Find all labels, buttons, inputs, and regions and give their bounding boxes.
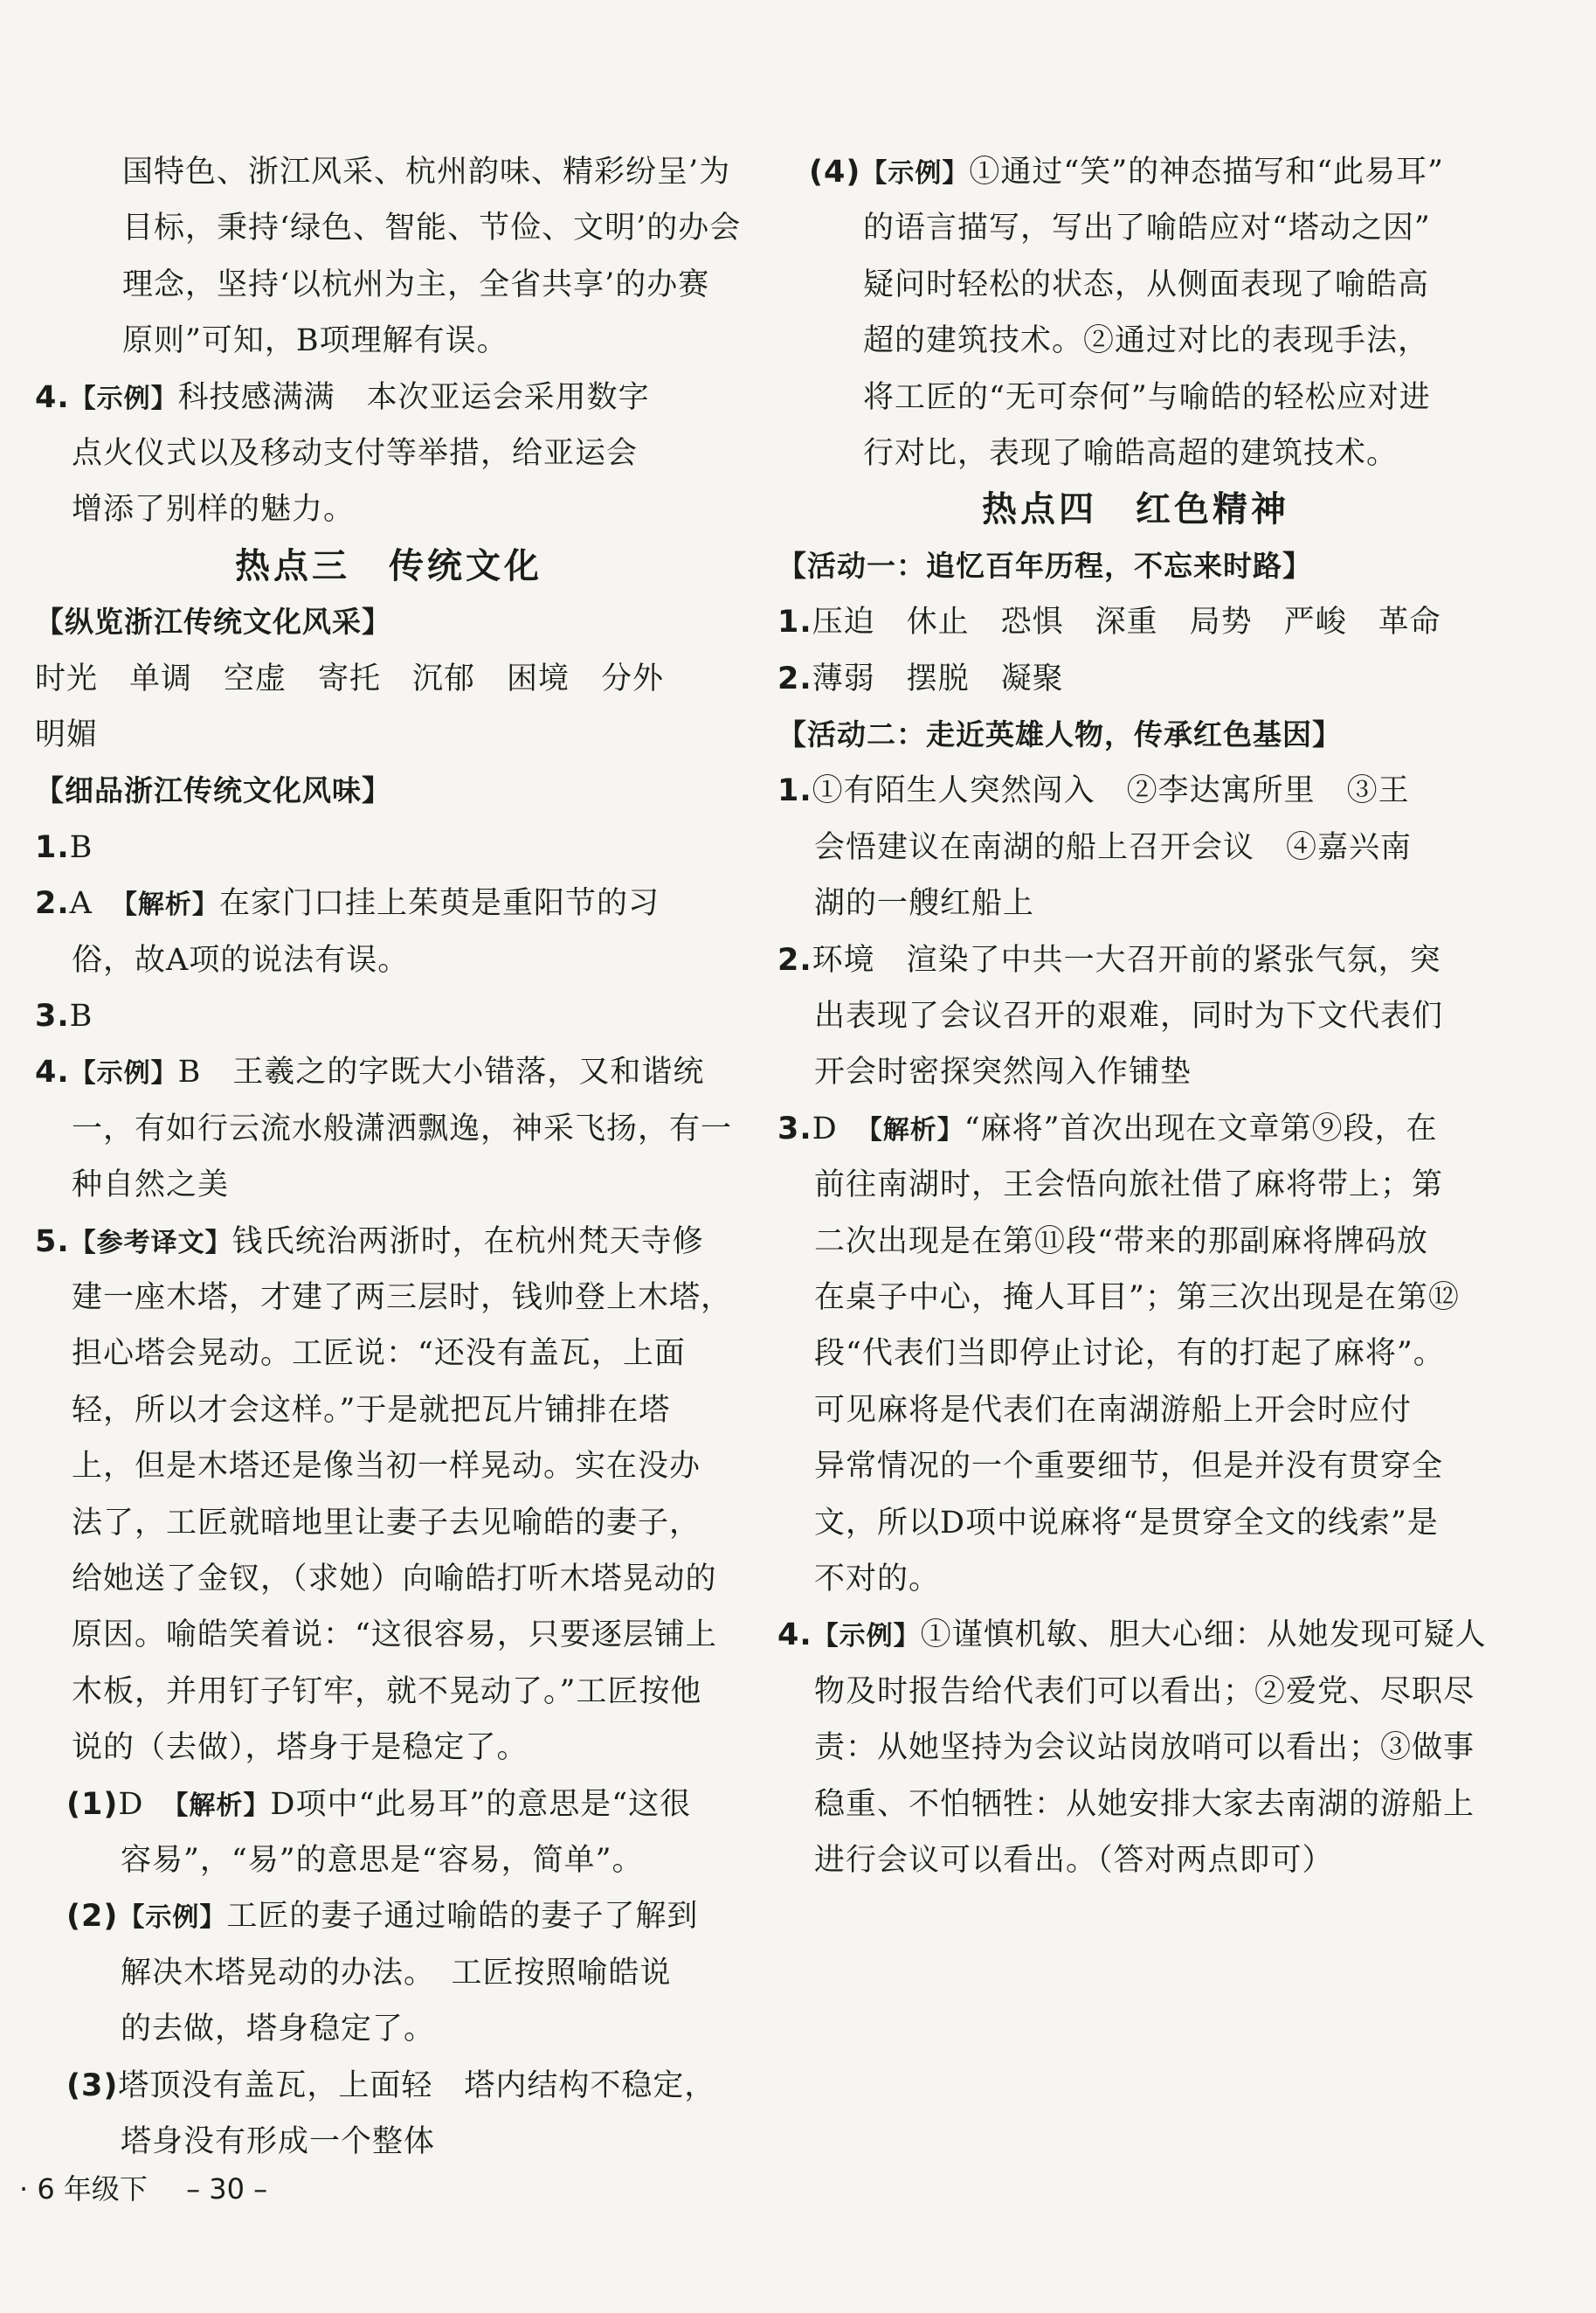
line-text: 木板，并用钉子钉牢，就不晃动了。”工匠按他 [72,1673,702,1709]
text-line [777,820,1494,876]
text-line [35,1270,743,1326]
text-line [777,651,1494,707]
text-line [35,2058,743,2114]
text-line [35,1214,743,1270]
text-line [35,932,743,988]
text-line [777,1270,1494,1326]
line-text: 塔顶没有盖瓦，上面轻 塔内结构不稳定， [118,2067,716,2103]
text-line [35,313,743,369]
text-line [777,1495,1494,1551]
answer-tag: 【解析】 [175,1790,271,1821]
text-line [777,1832,1494,1888]
question-number: 2. [35,886,70,922]
text-line [35,1495,743,1551]
text-line [777,313,1494,369]
text-line [35,651,743,707]
line-text: ①有陌生人突然闯入 ②李达寓所里 ③王 [812,773,1410,809]
text-line [35,1101,743,1157]
text-line [777,1720,1494,1776]
line-text: B [69,829,93,865]
line-text: 明媚 [35,717,99,752]
text-line [777,1326,1494,1382]
sub-question-number: (2) [66,1899,119,1935]
line-text: 说的（去做），塔身于是稳定了。 [72,1730,529,1766]
line-text: 物及时报告给代表们可以看出；②爱党、尽职尽 [814,1673,1475,1709]
sub-question-number: (3) [66,2067,119,2103]
answer-tag: 【示例】 [69,383,178,414]
text-line [777,200,1494,256]
line-text: 出表现了会议召开的艰难，同时为下文代表们 [814,999,1444,1034]
line-text: 薄弱 摆脱 凝聚 [812,661,1064,696]
text-line [35,1945,743,2001]
subsection-heading: 【活动二：走近英雄人物，传承红色基因】 [777,717,1342,751]
question-number: 4. [777,1617,812,1653]
line-text: 开会时密探突然闯入作铺垫 [814,1055,1192,1091]
line-text: 担心塔会晃动。工匠说：“还没有盖瓦，上面 [72,1336,686,1372]
section-heading: 热点四 红色精神 [982,489,1289,530]
line-text: 超的建筑技术。②通过对比的表现手法， [863,323,1430,359]
line-text: D [812,1111,869,1146]
text-line [35,988,743,1044]
subsection-heading: 【细品浙江传统文化风味】 [35,773,391,808]
text-line [35,481,743,537]
line-text: 在桌子中心，掩人耳目”；第三次出现是在第⑫ [814,1280,1460,1315]
text-line [777,988,1494,1044]
line-text: 科技感满满 本次亚运会采用数字 [177,379,650,415]
question-number: 1. [35,829,70,865]
grade-label: · 6 年级下 [19,2172,148,2206]
text-line [35,257,743,313]
text-line [35,144,743,200]
line-text: D项中“此易耳”的意思是“这很 [270,1786,692,1822]
line-text: 湖的一艘红船上 [814,886,1035,922]
line-text: 给她送了金钗，（求她）向喻皓打听木塔晃动的 [72,1562,717,1596]
sub-question-number: (1) [66,1786,119,1822]
text-line [35,2114,743,2170]
line-text: 国特色、浙江风采、杭州韵味、精彩纷呈’为 [122,155,731,190]
text-line [35,1607,743,1663]
answer-tag: 【示例】 [860,158,970,189]
text-line [777,1776,1494,1832]
line-text: 的语言描写，写出了喻皓应对“塔动之因” [863,211,1431,246]
text-line [777,144,1494,200]
answer-tag: 【示例】 [69,1058,178,1090]
subsection-heading: 【活动一：追忆百年历程，不忘来时路】 [777,548,1312,583]
line-text: 理念，坚持‘以杭州为主，全省共享’的办赛 [122,267,710,302]
text-line [777,370,1494,426]
line-text: 一，有如行云流水般潇洒飘逸，神采飞扬，有一 [72,1111,733,1146]
line-text: 前往南湖时，王会悟向旅社借了麻将带上；第 [814,1167,1444,1203]
line-text: 工匠的妻子通过喻皓的妻子了解到 [226,1899,699,1935]
line-text: 段“代表们当即停止讨论，有的打起了麻将”。 [814,1336,1445,1372]
line-text: 点火仪式以及移动支付等举措，给亚运会 [72,436,639,471]
line-text: 原则”可知，B项理解有误。 [122,323,508,359]
line-text: 解决木塔晃动的办法。 工匠按照喻皓说 [121,1955,672,1991]
page-number: – 30 – [186,2172,268,2206]
text-line [35,1720,743,1776]
text-line [35,1832,743,1888]
answer-tag: 【示例】 [812,1621,921,1652]
answer-tag: 【示例】 [118,1902,227,1934]
text-line [35,2001,743,2057]
text-line [35,1157,743,1213]
text-line [777,1214,1494,1270]
line-text: 建一座木塔，才建了两三层时，钱帅登上木塔， [72,1280,733,1315]
text-line [35,707,743,763]
line-text: 疑问时轻松的状态，从侧面表现了喻皓高 [863,267,1430,302]
line-text: 压迫 休止 恐惧 深重 局势 严峻 革命 [812,605,1441,641]
text-line [35,1326,743,1382]
text-line [35,1551,743,1607]
text-line [777,426,1494,481]
question-number: 1. [777,605,812,641]
line-text: 可见麻将是代表们在南湖游船上开会时应付 [814,1392,1413,1428]
text-line [777,1664,1494,1720]
text-line [777,594,1494,650]
line-text: B [69,999,93,1034]
text-line [777,1607,1494,1663]
line-text: B 王羲之的字既大小错落，又和谐统 [177,1055,705,1091]
text-line [777,932,1494,988]
question-number: 2. [777,942,812,978]
line-text: “麻将”首次出现在文章第⑨段，在 [964,1111,1438,1146]
text-line [777,1438,1494,1494]
subsection-heading: 【纵览浙江传统文化风采】 [35,605,391,640]
text-line [777,1551,1494,1607]
section-heading: 热点三 传统文化 [235,545,542,586]
question-number: 5. [35,1223,70,1259]
text-line [777,1157,1494,1213]
text-line [35,1888,743,1944]
line-text: 将工匠的“无可奈何”与喻皓的轻松应对进 [863,379,1431,415]
text-line [777,1044,1494,1100]
question-number: 4. [35,1055,70,1091]
question-number: 4. [35,379,70,415]
text-line [35,820,743,876]
line-text: 目标，秉持‘绿色、智能、节俭、文明’的办会 [122,211,742,246]
line-text: 稳重、不怕牺牲：从她安排大家去南湖的游船上 [814,1786,1475,1822]
line-text: 异常情况的一个重要细节，但是并没有贯穿全 [814,1449,1444,1485]
line-text: 二次出现是在第⑪段“带来的那副麻将牌码放 [814,1223,1428,1259]
text-line [777,763,1494,819]
text-line [35,1382,743,1438]
line-text: 俗，故A项的说法有误。 [72,942,410,978]
text-line [777,1382,1494,1438]
text-line [35,426,743,481]
line-text: 时光 单调 空虚 寄托 沉郁 困境 分外 [35,661,665,696]
line-text: 不对的。 [814,1562,941,1596]
text-line [35,876,743,931]
text-line [35,1776,743,1832]
answer-tag: 【参考译文】 [69,1227,232,1258]
line-text: 责：从她坚持为会议站岗放哨可以看出；③做事 [814,1730,1475,1766]
line-text: 容易”，“易”的意思是“容易，简单”。 [121,1843,644,1878]
line-text: A [69,886,124,922]
answer-tag: 【解析】 [123,890,219,921]
text-line [35,1664,743,1720]
line-text: 原因。喻皓笑着说：“这很容易，只要逐层铺上 [72,1617,717,1653]
line-text: 塔身没有形成一个整体 [121,2124,436,2159]
line-text: 上，但是木塔还是像当初一样晃动。实在没办 [72,1449,701,1485]
line-text: 文，所以D项中说麻将“是贯穿全文的线索”是 [814,1505,1439,1541]
line-text: 轻，所以才会这样。”于是就把瓦片铺排在塔 [72,1392,671,1428]
page-footer [19,2167,297,2207]
text-line [777,257,1494,313]
question-number: 3. [35,999,70,1034]
line-text: 环境 渲染了中共一大召开前的紧张气氛，突 [812,942,1441,978]
line-text: 增添了别样的魅力。 [72,492,356,528]
text-line [35,370,743,426]
text-line [35,1438,743,1494]
text-line [777,876,1494,931]
line-text: 在家门口挂上茱萸是重阳节的习 [218,886,660,922]
line-text: 行对比，表现了喻皓高超的建筑技术。 [863,436,1399,471]
line-text: 进行会议可以看出。（答对两点即可） [814,1843,1334,1878]
text-line [35,200,743,256]
line-text: 会悟建议在南湖的船上召开会议 ④嘉兴南 [814,829,1413,865]
line-text: 的去做，塔身稳定了。 [121,2012,436,2047]
question-number: 3. [777,1111,812,1146]
line-text: 法了，工匠就暗地里让妻子去见喻皓的妻子， [72,1505,701,1541]
line-text: ①谨慎机敏、胆大心细：从她发现可疑人 [920,1617,1487,1653]
question-number: 1. [777,773,812,809]
question-number: 2. [777,661,812,696]
line-text: 种自然之美 [72,1167,230,1203]
text-line [35,1044,743,1100]
line-text: ①通过“笑”的神态描写和“此易耳” [969,155,1444,190]
line-text: D [118,1786,176,1822]
text-line [777,1101,1494,1157]
line-text: 钱氏统治两浙时，在杭州梵天寺修 [231,1223,704,1259]
answer-tag: 【解析】 [868,1114,964,1146]
sub-question-number: (4) [809,155,861,190]
